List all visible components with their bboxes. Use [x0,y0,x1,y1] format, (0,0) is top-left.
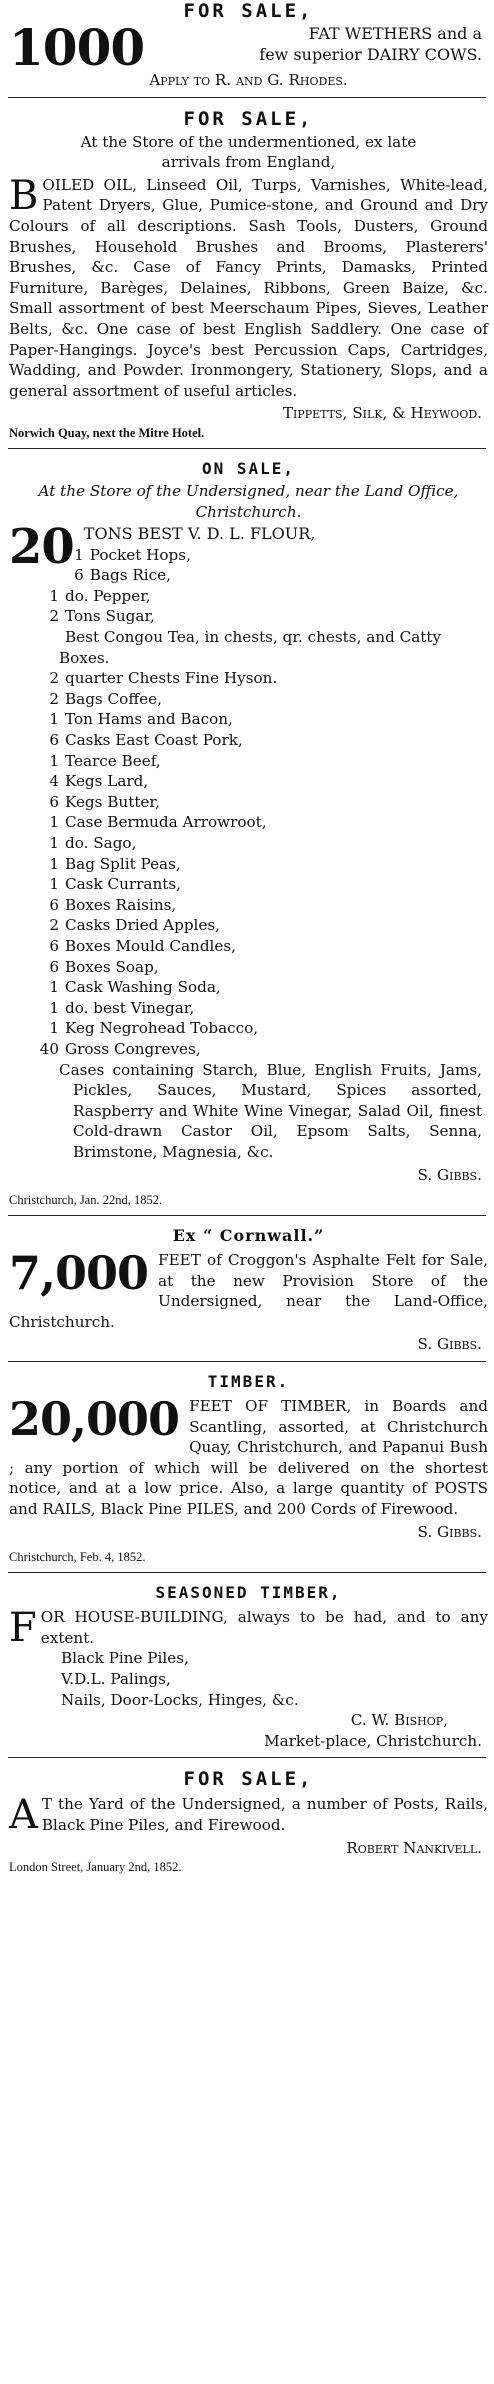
list-item [9,565,488,586]
item-text: Bag Split Peas, [65,854,181,873]
item-quantity: 1 [49,751,59,770]
ad-signature: Robert Nankivell. [346,1838,482,1857]
item-quantity: 6 [49,957,59,976]
ad-line: Black Pine Piles, [61,1649,189,1668]
item-text: Case Bermuda Arrowroot, [65,813,267,832]
list-item [9,1018,488,1039]
ad-date: Christchurch, Feb. 4, 1852. [9,1550,146,1565]
list-item [9,1039,488,1060]
ad-cases-text: Cases containing Starch, Blue, English Fruits, Jams, Pickles, Sauces, Mustard, Spices assorted, Raspberry and White Wine Vinegar, Salad Oil, finest Cold-drawn Castor Oil, Epsom Salts, Senna, Brimstone, Magnesia, &c. [59,1060,482,1161]
item-quantity: 6 [49,895,59,914]
list-item [9,792,488,813]
item-quantity: 40 [39,1039,59,1058]
ad-body [9,172,488,402]
item-text: Best Congou Tea, in chests, qr. chests, and Catty Boxes. [59,628,442,667]
ad-body [9,1392,488,1520]
ad-heading: FOR SALE, [183,107,314,130]
item-text: Tons Sugar, [65,607,155,626]
item-text: Casks Dried Apples, [65,916,221,935]
item-text: Casks East Coast Pork, [65,731,243,750]
ad-date: London Street, January 2nd, 1852. [9,1860,182,1875]
item-quantity: 6 [49,731,59,750]
item-text: Bags Coffee, [65,689,162,708]
item-text: Ton Hams and Bacon, [65,710,233,729]
ad-line: V.D.L. Palings, [61,1670,171,1688]
list-item [9,751,488,772]
ad-intro: At the Store of the undermentioned, ex late arrivals from England, [80,132,417,172]
list-item [9,545,488,566]
ad-body [9,18,488,77]
list-item [9,915,488,936]
ad-heading: TIMBER. [207,1372,290,1392]
divider [8,1757,486,1758]
ad-line: FAT WETHERS and a [308,24,482,43]
ad-for-sale-yard [0,1766,494,1876]
list-item [9,730,488,751]
ad-location: Market-place, Christchurch. [264,1731,482,1750]
big-number: 7,000 [9,1246,149,1301]
list-item [9,627,488,668]
ad-for-sale-oils [0,106,494,442]
ad-line: Nails, Door-Locks, Hinges, &c. [61,1690,299,1709]
item-quantity: 2 [49,689,59,708]
ad-intro: At the Store of the Undersigned, near the Land Office, Christchurch. [38,481,459,521]
ad-body [9,1605,488,1652]
item-quantity: 2 [49,669,59,688]
item-quantity: 2 [49,916,59,935]
divider [8,1572,486,1573]
ad-text: OR HOUSE-BUILDING, always to be had, and to any extent. [40,1608,488,1647]
ad-seasoned-timber [0,1581,494,1751]
item-text: Boxes Mould Candles, [65,936,237,955]
big-number: 20 [9,519,74,576]
ad-text: OILED OIL, Linseed Oil, Turps, Varnishes, White-lead, Patent Dryers, Glue, Pumice-stone, and Ground and Dry Colours of all descriptions. Sash Tools, Dusters, Ground Brushes, Household Brushes and Brooms, Plasterers' Brushes, &c. Case of Fancy Prints, Damasks, Printed Furniture, Barèges, Delaines, Ribbons, Green Baize, &c. Small assortment of best Meerschaum Pipes, Sieves, Leather Belts, &c. One case of best English Saddlery. One case of Paper-Hangings. Joyce's best Percussion Caps, Cartridges, Wadding, and Powder. Ironmongery, Stationery, Slops, and a general assortment of useful articles. [9,175,488,400]
item-quantity: 6 [74,566,84,585]
list-item [9,936,488,957]
list-item [9,709,488,730]
list-item [9,957,488,978]
divider [8,1215,486,1216]
big-number: 1000 [9,18,145,77]
ad-cornwall-felt [0,1224,494,1355]
item-quantity: 1 [49,998,59,1017]
divider [8,1361,486,1362]
item-text: Kegs Lard, [65,772,149,791]
list-item [9,771,488,792]
item-quantity: 4 [49,772,59,791]
ad-body [9,1792,488,1839]
item-text: Boxes Soap, [65,957,159,976]
item-list [9,545,488,1060]
ad-heading: Ex “ Cornwall.” [172,1226,325,1246]
list-item [9,689,488,710]
list-item [9,874,488,895]
ad-heading: FOR SALE, [183,0,314,22]
item-quantity: 6 [49,936,59,955]
drop-cap: B [9,172,39,219]
big-number: 20,000 [9,1392,180,1447]
item-text: do. Sago, [65,834,137,852]
ad-heading: FOR SALE, [183,1768,314,1791]
ad-timber [0,1370,494,1566]
item-text: Keg Negrohead Tobacco, [65,1019,259,1038]
item-quantity: 1 [49,978,59,997]
item-text: Boxes Raisins, [65,895,177,914]
ad-signature: S. Gibbs. [417,1522,482,1541]
item-text: Pocket Hops, [89,545,191,564]
list-item [9,606,488,627]
ad-heading: SEASONED TIMBER, [155,1583,342,1603]
item-quantity: 1 [49,586,59,605]
item-text: quarter Chests Fine Hyson. [65,669,278,688]
list-item [9,854,488,875]
ad-signature: Tippetts, Silk, & Heywood. [282,404,482,423]
ad-heading: ON SALE, [201,458,296,478]
item-text: do. best Vinegar, [65,998,195,1017]
ad-body [9,519,488,1059]
item-text: Tearce Beef, [65,751,161,770]
item-quantity: 1 [74,545,84,564]
ad-line: few superior DAIRY COWS. [259,44,482,64]
item-quantity: 1 [49,710,59,729]
list-item [9,668,488,689]
item-quantity: 1 [49,1019,59,1038]
list-item [9,895,488,916]
item-text: do. Pepper, [65,586,151,605]
ad-signature: S. Gibbs. [417,1165,482,1184]
item-text: Kegs Butter, [65,792,160,811]
item-quantity: 1 [49,813,59,832]
drop-cap: F [9,1605,37,1652]
item-text: Cask Washing Soda, [65,978,221,997]
item-text: Gross Congreves, [65,1039,201,1058]
ad-for-sale-wethers [0,0,494,91]
divider [8,97,486,98]
list-item [9,586,488,607]
ad-text: T the Yard of the Undersigned, a number of Posts, Rails, Black Pine Piles, and Firewood. [41,1795,488,1834]
ad-text: FEET of Croggon's Asphalte Felt for Sale, at the new Provision Store of the Undersigned, near the Land-Office, Christchurch. [9,1251,488,1331]
ad-signature: S. Gibbs. [417,1335,482,1354]
ad-location: Norwich Quay, next the Mitre Hotel. [9,425,205,440]
item-text: Bags Rice, [89,566,171,585]
list-item [9,977,488,998]
ad-text: FEET OF TIMBER, in Boards and Scantling, assorted, at Christchurch Quay, Christchurch, and Papanui Bush ; any portion of which will be delivered on the shortest notice, and at a low price. Also, a large quantity of POSTS and RAILS, Black Pine PILES, and 200 Cords of Firewood. [9,1397,488,1519]
drop-cap: A [9,1792,38,1839]
item-quantity: 1 [49,875,59,894]
list-item [9,833,488,854]
item-quantity: 6 [49,792,59,811]
item-text: Cask Currants, [65,875,181,894]
item-quantity: 1 [49,854,59,873]
ad-date: Christchurch, Jan. 22nd, 1852. [9,1193,163,1208]
list-item [9,998,488,1019]
ad-on-sale-provisions [0,457,494,1209]
divider [8,448,486,449]
item-quantity: 1 [49,834,59,852]
ad-contact: Apply to R. and G. Rhodes. [149,71,348,89]
list-item [9,812,488,833]
ad-body [9,1246,488,1332]
ad-signature: C. W. Bishop, [350,1711,448,1730]
ad-first-line: TONS BEST V. D. L. FLOUR, [83,524,316,544]
item-quantity: 2 [49,607,59,626]
